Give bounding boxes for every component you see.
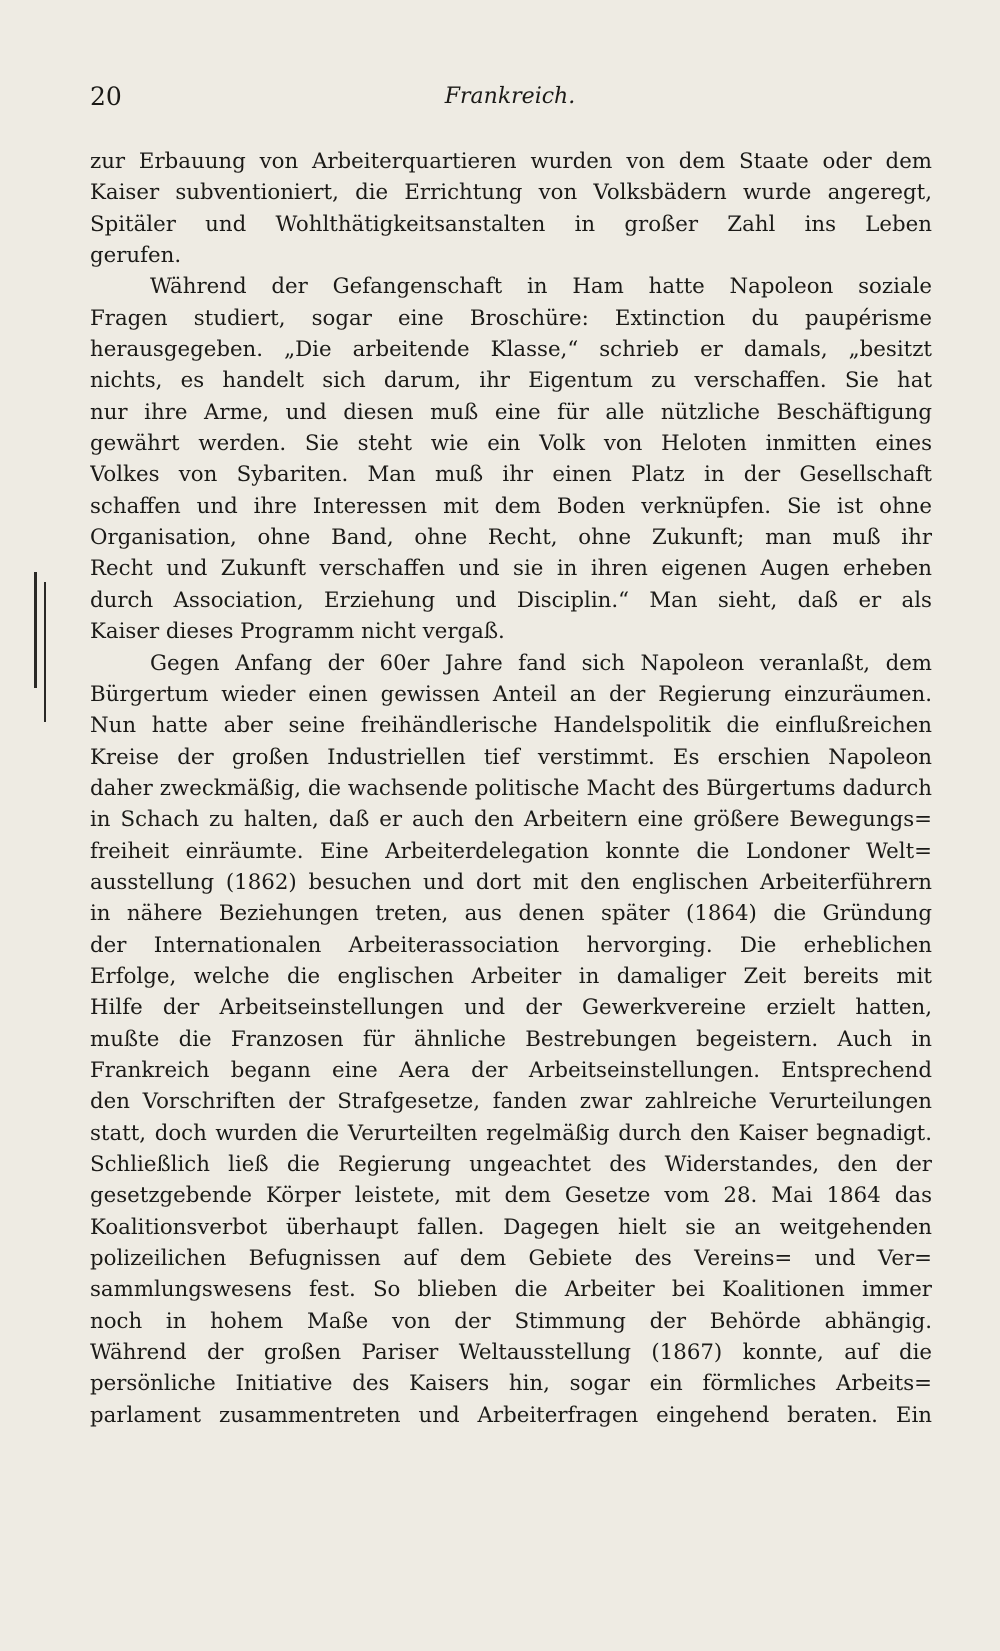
margin-mark-right (44, 582, 46, 722)
text-line: freiheit einräumte. Eine Arbeiterdelegation konnte die Londoner Welt= (90, 838, 932, 864)
text-line: der Internationalen Arbeiterassociation hervorging. Die erheblichen (90, 932, 932, 958)
text-line: durch Association, Erziehung und Disciplin.“ Man sieht, daß er als (90, 587, 932, 613)
text-line: statt, doch wurden die Verurteilten regelmäßig durch den Kaiser begnadigt. (90, 1120, 932, 1146)
text-line: Hilfe der Arbeitseinstellungen und der Gewerkvereine erzielt hatten, (90, 995, 932, 1021)
text-line: mußte die Franzosen für ähnliche Bestrebungen begeistern. Auch in (90, 1026, 932, 1052)
text-line: in Schach zu halten, daß er auch den Arbeitern eine größere Bewegungs= (90, 807, 932, 833)
text-line: Erfolge, welche die englischen Arbeiter in damaliger Zeit bereits mit (90, 963, 932, 989)
text-line: Kaiser dieses Programm nicht vergaß. (90, 619, 505, 645)
text-line: gewährt werden. Sie steht wie ein Volk von Heloten inmitten eines (90, 431, 932, 457)
text-line: herausgegeben. „Die arbeitende Klasse,“ schrieb er damals, „besitzt (90, 337, 932, 363)
text-line: gerufen. (90, 243, 182, 269)
body-text (90, 146, 932, 1431)
text-line: Spitäler und Wohlthätigkeitsanstalten in großer Zahl ins Leben (90, 211, 932, 237)
text-line: noch in hohem Maße von der Stimmung der Behörde abhängig. (90, 1308, 932, 1334)
text-line: Recht und Zukunft verschaffen und sie in ihren eigenen Augen erheben (90, 556, 932, 582)
text-line: in nähere Beziehungen treten, aus denen später (1864) die Gründung (90, 901, 932, 927)
page-number: 20 (90, 82, 122, 111)
text-line: schaffen und ihre Interessen mit dem Boden verknüpfen. Sie ist ohne (90, 493, 932, 519)
running-title: Frankreich. (444, 84, 576, 109)
text-line: Kaiser subventioniert, die Errichtung von Volksbädern wurde angeregt, (90, 180, 932, 206)
text-line: Bürgertum wieder einen gewissen Anteil an der Regierung einzuräumen. (90, 681, 932, 707)
text-line: Schließlich ließ die Regierung ungeachtet des Widerstandes, den der (90, 1152, 932, 1177)
text-line: Frankreich begann eine Aera der Arbeitseinstellungen. Entsprechend (90, 1057, 932, 1083)
text-line: Gegen Anfang der 60er Jahre fand sich Napoleon veranlaßt, dem (150, 650, 932, 676)
text-line: den Vorschriften der Strafgesetze, fanden zwar zahlreiche Verurteilungen (90, 1089, 932, 1115)
text-line: persönliche Initiative des Kaisers hin, sogar ein förmliches Arbeits= (90, 1371, 932, 1397)
text-line: Nun hatte aber seine freihändlerische Handelspolitik die einflußreichen (90, 713, 932, 739)
text-line: sammlungswesens fest. So blieben die Arbeiter bei Koalitionen immer (90, 1277, 932, 1303)
text-line: Während der Gefangenschaft in Ham hatte Napoleon soziale (150, 274, 932, 300)
text-line: zur Erbauung von Arbeiterquartieren wurden von dem Staate oder dem (90, 149, 932, 174)
text-line: Volkes von Sybariten. Man muß ihr einen Platz in der Gesellschaft (90, 462, 932, 488)
text-line: Organisation, ohne Band, ohne Recht, ohne Zukunft; man muß ihr (90, 525, 932, 551)
text-line: gesetzgebende Körper leistete, mit dem Gesetze vom 28. Mai 1864 das (90, 1183, 932, 1209)
text-line: ausstellung (1862) besuchen und dort mit den englischen Arbeiterführern (90, 869, 932, 895)
margin-mark-left (34, 572, 37, 688)
text-line: Koalitionsverbot überhaupt fallen. Dagegen hielt sie an weitgehenden (90, 1214, 932, 1240)
text-line: nur ihre Arme, und diesen muß eine für alle nützliche Beschäftigung (90, 399, 932, 425)
text-line: nichts, es handelt sich darum, ihr Eigentum zu verschaffen. Sie hat (90, 368, 932, 394)
text-line: Kreise der großen Industriellen tief verstimmt. Es erschien Napoleon (90, 744, 932, 770)
text-line: Fragen studiert, sogar eine Broschüre: Extinction du paupérisme (90, 305, 932, 331)
page-header (90, 82, 930, 118)
text-line: daher zweckmäßig, die wachsende politische Macht des Bürgertums dadurch (90, 775, 932, 801)
text-line: polizeilichen Befugnissen auf dem Gebiete des Vereins= und Ver= (90, 1246, 932, 1272)
text-line: parlament zusammentreten und Arbeiterfragen eingehend beraten. Ein (90, 1402, 932, 1428)
text-line: Während der großen Pariser Weltausstellung (1867) konnte, auf die (90, 1340, 932, 1366)
